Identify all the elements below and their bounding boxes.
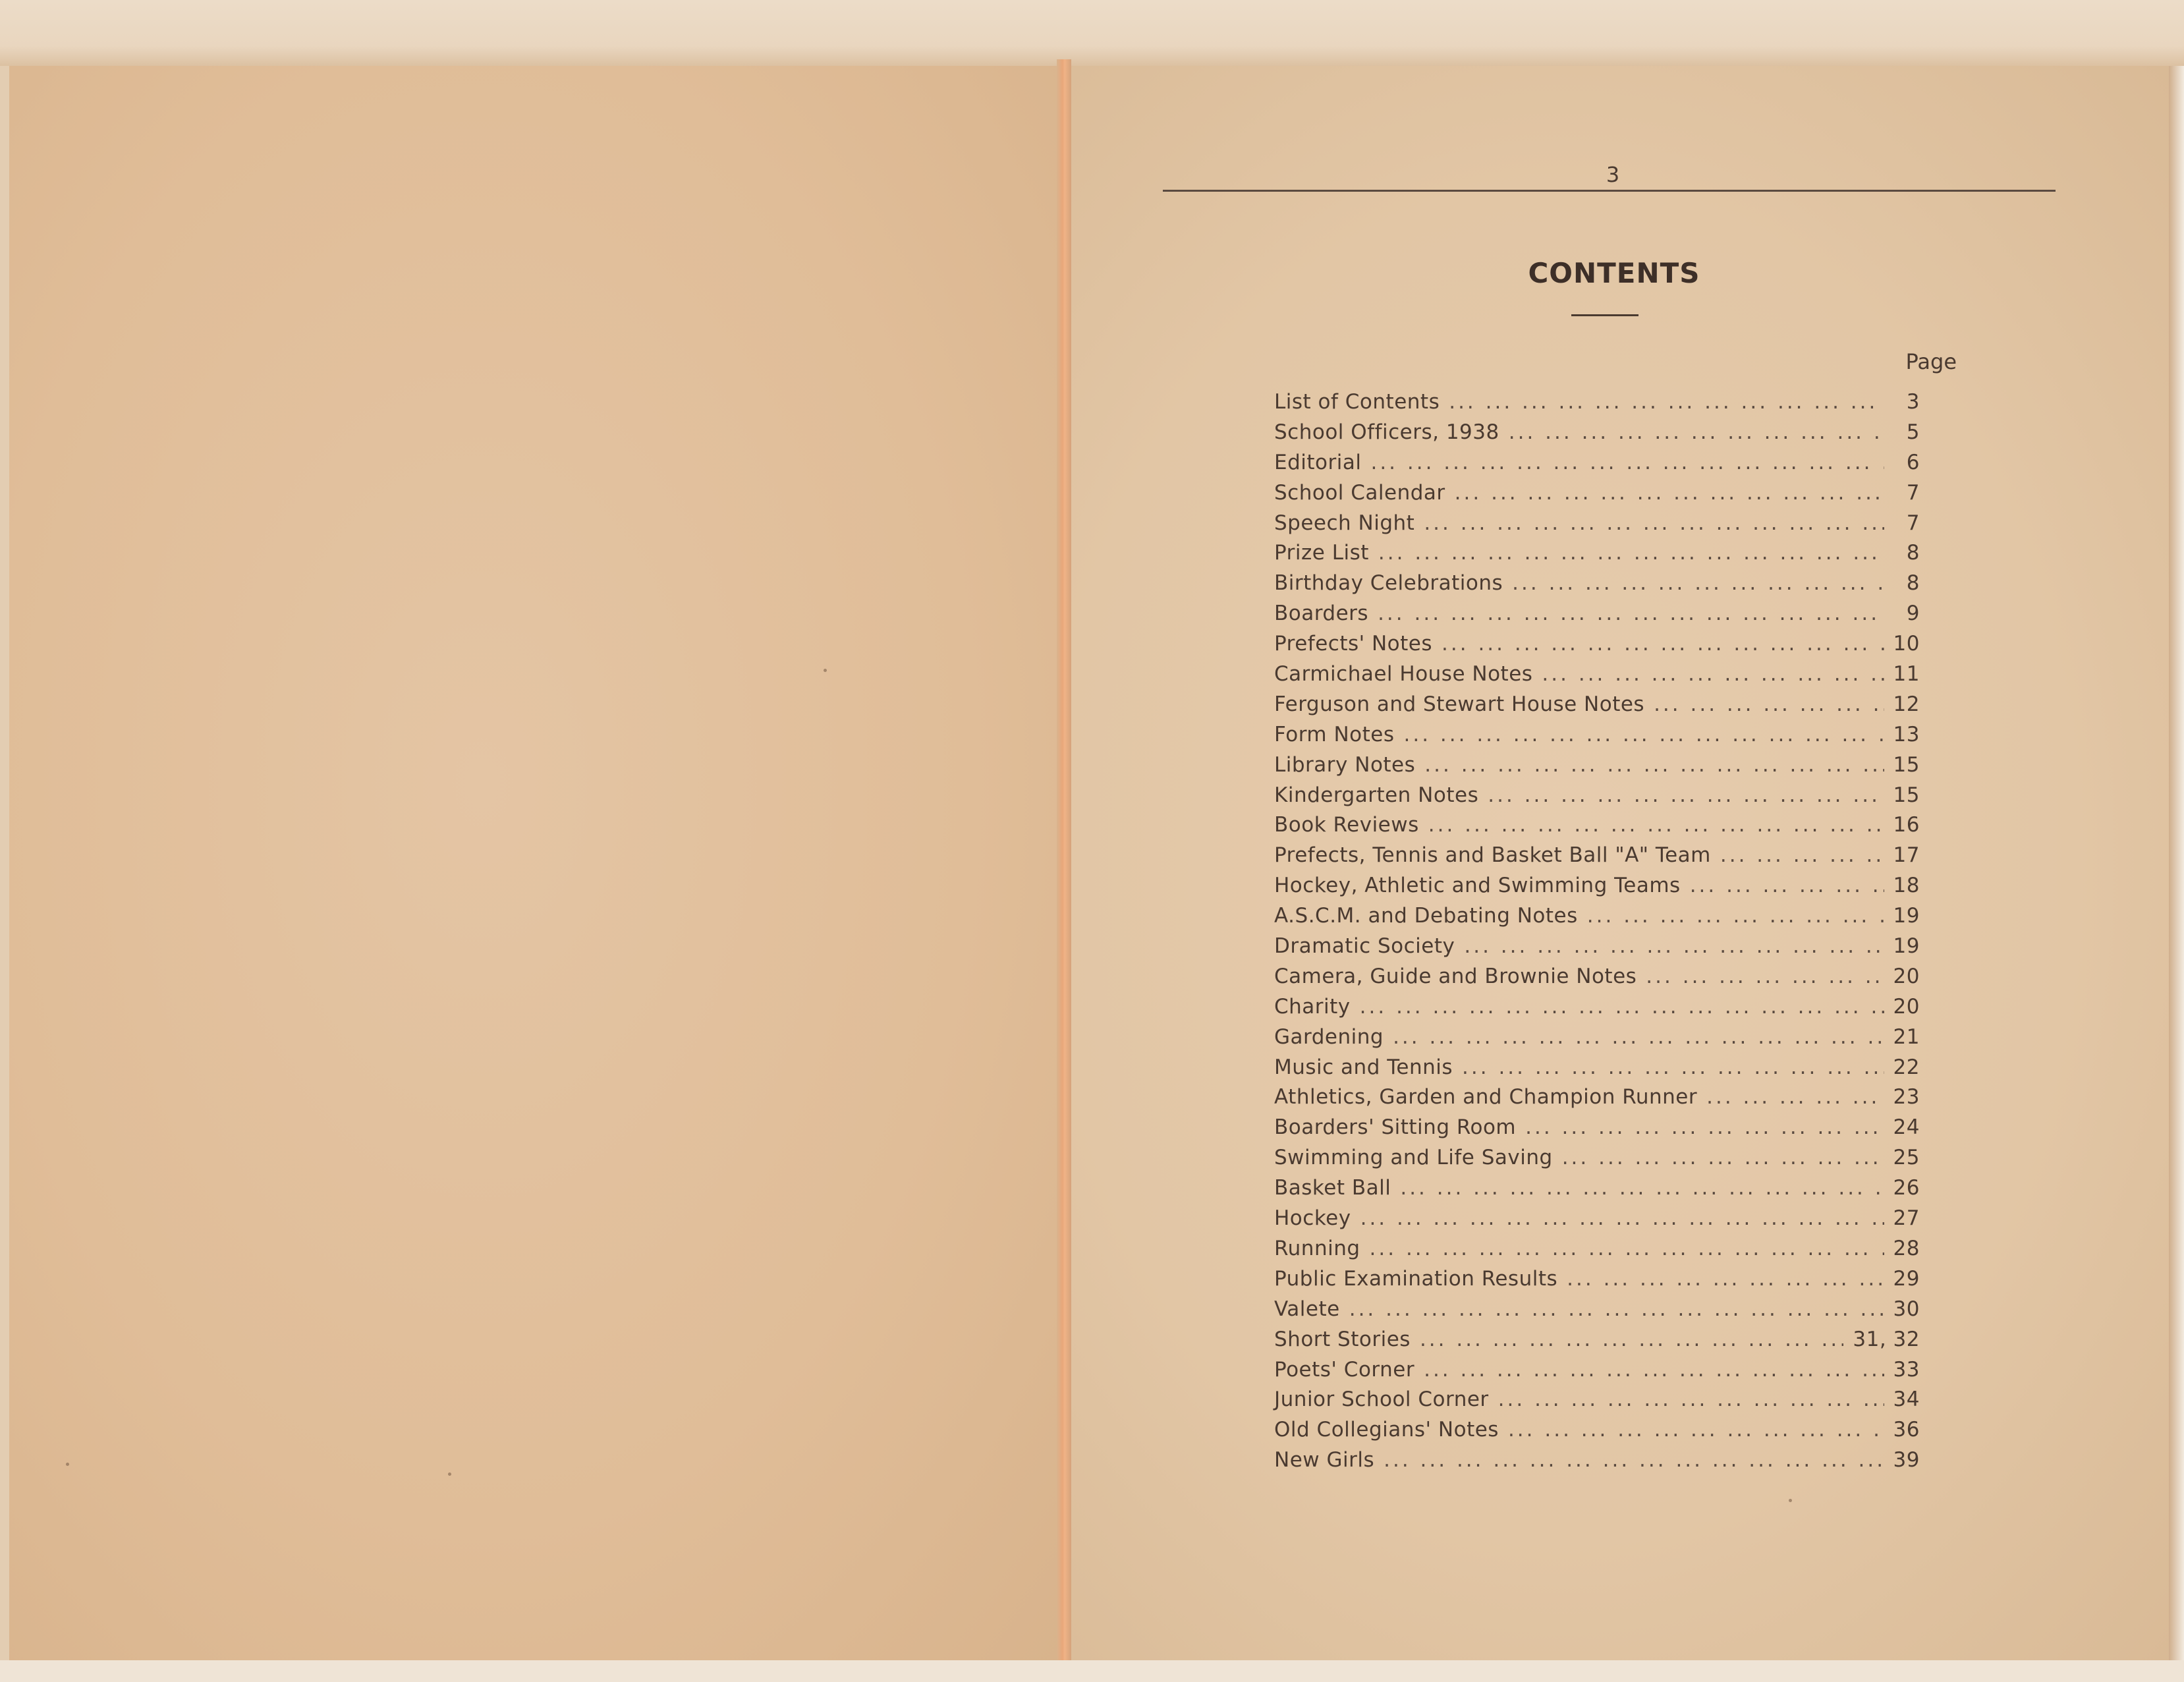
toc-entry-page: 30 (1893, 1297, 1920, 1321)
toc-entry-page: 15 (1893, 752, 1920, 777)
toc-entry-title: School Officers, 1938 (1274, 420, 1499, 444)
dot-leader (1509, 420, 1884, 444)
toc-entry-page: 33 (1893, 1357, 1920, 1382)
title-underline (1571, 314, 1638, 316)
dot-leader (1542, 662, 1884, 686)
dot-leader (1424, 753, 1884, 777)
toc-entry-title: Book Reviews (1274, 813, 1419, 837)
toc-entry (1274, 995, 1920, 1025)
dot-leader (1428, 813, 1884, 837)
toc-entry-page: 10 (1893, 632, 1920, 656)
toc-entry-page: 8 (1906, 541, 1920, 565)
toc-entry (1274, 723, 1920, 753)
dot-leader (1360, 995, 1884, 1019)
toc-entry-title: Public Examination Results (1274, 1266, 1558, 1291)
dot-leader (1646, 965, 1884, 988)
dot-leader (1349, 1297, 1884, 1321)
dot-leader (1562, 1146, 1884, 1169)
toc-entry-title: Music and Tennis (1274, 1055, 1453, 1079)
toc-entry-page: 19 (1893, 904, 1920, 928)
toc-entry-page: 22 (1893, 1055, 1920, 1079)
toc-entry-title: Ferguson and Stewart House Notes (1274, 692, 1645, 716)
toc-entry-title: A.S.C.M. and Debating Notes (1274, 904, 1578, 928)
toc-entry-page: 3 (1906, 390, 1920, 414)
toc-entry (1274, 1388, 1920, 1418)
dot-leader (1442, 632, 1884, 656)
toc-entry-page: 8 (1906, 571, 1920, 596)
toc-entry-page: 17 (1893, 843, 1920, 868)
toc-entry (1274, 753, 1920, 783)
toc-entry (1274, 843, 1920, 874)
dot-leader (1690, 874, 1884, 897)
toc-entry (1274, 874, 1920, 904)
toc-entry (1274, 1146, 1920, 1176)
toc-entry-title: Dramatic Society (1274, 934, 1455, 959)
paper-speck (66, 1463, 69, 1466)
toc-entry-page: 27 (1893, 1206, 1920, 1231)
toc-entry (1274, 1206, 1920, 1237)
toc-entry (1274, 783, 1920, 814)
dot-leader (1587, 904, 1884, 928)
toc-entry-title: School Calendar (1274, 480, 1445, 505)
scan-top-margin (0, 0, 2184, 66)
toc-entry (1274, 1448, 1920, 1478)
toc-entry-page: 34 (1893, 1388, 1920, 1412)
dot-leader (1370, 1237, 1884, 1260)
toc-entry-title: Valete (1274, 1297, 1340, 1321)
toc-entry-title: Prize List (1274, 541, 1369, 565)
toc-entry (1274, 390, 1920, 420)
dot-leader (1525, 1115, 1884, 1139)
toc-entry (1274, 1025, 1920, 1055)
paper-speck (824, 669, 827, 672)
toc-entry-page: 7 (1906, 480, 1920, 505)
toc-entry-page: 5 (1906, 420, 1920, 444)
dot-leader (1378, 602, 1884, 625)
left-blank-page (9, 66, 1061, 1660)
toc-entry-title: List of Contents (1274, 390, 1440, 414)
toc-entry-title: Gardening (1274, 1024, 1384, 1049)
toc-entry (1274, 1115, 1920, 1146)
dot-leader (1654, 692, 1884, 716)
toc-entry-title: Birthday Celebrations (1274, 571, 1503, 596)
dot-leader (1462, 1055, 1884, 1079)
toc-entry (1274, 1267, 1920, 1297)
dot-leader (1706, 1085, 1884, 1109)
toc-entry-title: Hockey (1274, 1206, 1351, 1231)
dot-leader (1567, 1267, 1884, 1291)
toc-entry-title: Boarders (1274, 602, 1369, 626)
toc-entry-title: Camera, Guide and Brownie Notes (1274, 964, 1637, 988)
toc-entry-title: Hockey, Athletic and Swimming Teams (1274, 874, 1681, 898)
toc-entry (1274, 632, 1920, 662)
toc-entry (1274, 541, 1920, 571)
toc-entry-page: 39 (1893, 1448, 1920, 1472)
toc-entry-title: Charity (1274, 994, 1351, 1019)
toc-entry-page: 23 (1893, 1085, 1920, 1109)
dot-leader (1370, 451, 1884, 474)
toc-entry (1274, 692, 1920, 723)
toc-entry-page: 20 (1893, 964, 1920, 988)
dot-leader (1360, 1206, 1884, 1230)
toc-entry-page: 18 (1893, 874, 1920, 898)
dot-leader (1449, 390, 1884, 414)
toc-entry-title: Speech Night (1274, 511, 1415, 535)
dot-leader (1720, 843, 1884, 867)
toc-entry-title: Kindergarten Notes (1274, 783, 1479, 807)
dot-leader (1424, 1358, 1884, 1382)
toc-entry (1274, 813, 1920, 843)
paper-speck (448, 1472, 451, 1476)
scan-bottom-margin (0, 1660, 2184, 1682)
dot-leader (1498, 1388, 1884, 1411)
toc-entry (1274, 481, 1920, 511)
toc-entry-page: 24 (1893, 1115, 1920, 1140)
toc-entry-title: Short Stories (1274, 1327, 1411, 1351)
toc-entry (1274, 420, 1920, 451)
toc-entry-title: Prefects' Notes (1274, 632, 1433, 656)
toc-entry-page: 26 (1893, 1176, 1920, 1200)
toc-entry-page: 25 (1893, 1146, 1920, 1170)
dot-leader (1512, 571, 1884, 595)
toc-entry (1274, 511, 1920, 542)
dot-leader (1488, 783, 1884, 807)
dot-leader (1384, 1448, 1884, 1472)
toc-entry-page: 16 (1893, 813, 1920, 837)
toc-entry (1274, 571, 1920, 602)
toc-entry-page: 19 (1893, 934, 1920, 959)
toc-entry-page: 15 (1893, 783, 1920, 807)
page-number: 3 (1606, 162, 1620, 187)
toc-entry-page: 20 (1893, 994, 1920, 1019)
booklet-spine (1057, 59, 1071, 1667)
toc-entry-title: Swimming and Life Saving (1274, 1146, 1553, 1170)
toc-entry-title: Old Collegians' Notes (1274, 1418, 1499, 1442)
page-column-label: Page (1905, 349, 1957, 374)
dot-leader (1455, 481, 1884, 505)
toc-entry (1274, 904, 1920, 934)
toc-entry-page: 29 (1893, 1266, 1920, 1291)
dot-leader (1393, 1025, 1884, 1049)
toc-entry-page: 12 (1893, 692, 1920, 716)
page-edge-shadow (2169, 66, 2184, 1660)
toc-entry-page: 9 (1906, 602, 1920, 626)
toc-entry (1274, 1297, 1920, 1328)
toc-entry-title: Editorial (1274, 450, 1362, 474)
toc-entry (1274, 934, 1920, 965)
toc-entry (1274, 1085, 1920, 1115)
toc-entry-title: Prefects, Tennis and Basket Ball "A" Team (1274, 843, 1711, 868)
toc-entry (1274, 1055, 1920, 1086)
toc-entry (1274, 1328, 1920, 1358)
toc-entry-page: 6 (1906, 450, 1920, 474)
dot-leader (1378, 541, 1884, 565)
toc-entry-page: 21 (1893, 1024, 1920, 1049)
table-of-contents (1274, 390, 1920, 1478)
toc-entry (1274, 1237, 1920, 1267)
page-title: CONTENTS (1528, 257, 1700, 289)
toc-entry-title: New Girls (1274, 1448, 1375, 1472)
toc-entry-page: 13 (1893, 722, 1920, 746)
toc-entry-page: 28 (1893, 1236, 1920, 1260)
toc-entry-title: Carmichael House Notes (1274, 662, 1533, 687)
dot-leader (1424, 511, 1884, 535)
toc-entry (1274, 1358, 1920, 1388)
toc-entry-page: 7 (1906, 511, 1920, 535)
toc-entry-page: 31, 32 (1853, 1327, 1920, 1351)
toc-entry (1274, 662, 1920, 692)
toc-entry-title: Form Notes (1274, 722, 1395, 746)
dot-leader (1464, 934, 1884, 958)
dot-leader (1508, 1418, 1884, 1442)
toc-entry-title: Poets' Corner (1274, 1357, 1415, 1382)
toc-entry (1274, 451, 1920, 481)
toc-entry (1274, 602, 1920, 632)
dot-leader (1403, 723, 1884, 746)
toc-entry-title: Running (1274, 1236, 1360, 1260)
toc-entry-title: Basket Ball (1274, 1176, 1391, 1200)
toc-entry (1274, 1176, 1920, 1206)
toc-entry-title: Athletics, Garden and Champion Runner (1274, 1085, 1698, 1109)
paper-speck (1789, 1499, 1792, 1502)
dot-leader (1400, 1176, 1884, 1200)
toc-entry-title: Junior School Corner (1274, 1388, 1489, 1412)
toc-entry-page: 11 (1893, 662, 1920, 687)
toc-entry-page: 36 (1893, 1418, 1920, 1442)
toc-entry-title: Library Notes (1274, 752, 1416, 777)
toc-entry (1274, 1418, 1920, 1448)
dot-leader (1420, 1328, 1843, 1351)
toc-entry-title: Boarders' Sitting Room (1274, 1115, 1517, 1140)
header-rule (1163, 190, 2056, 192)
toc-entry (1274, 965, 1920, 995)
